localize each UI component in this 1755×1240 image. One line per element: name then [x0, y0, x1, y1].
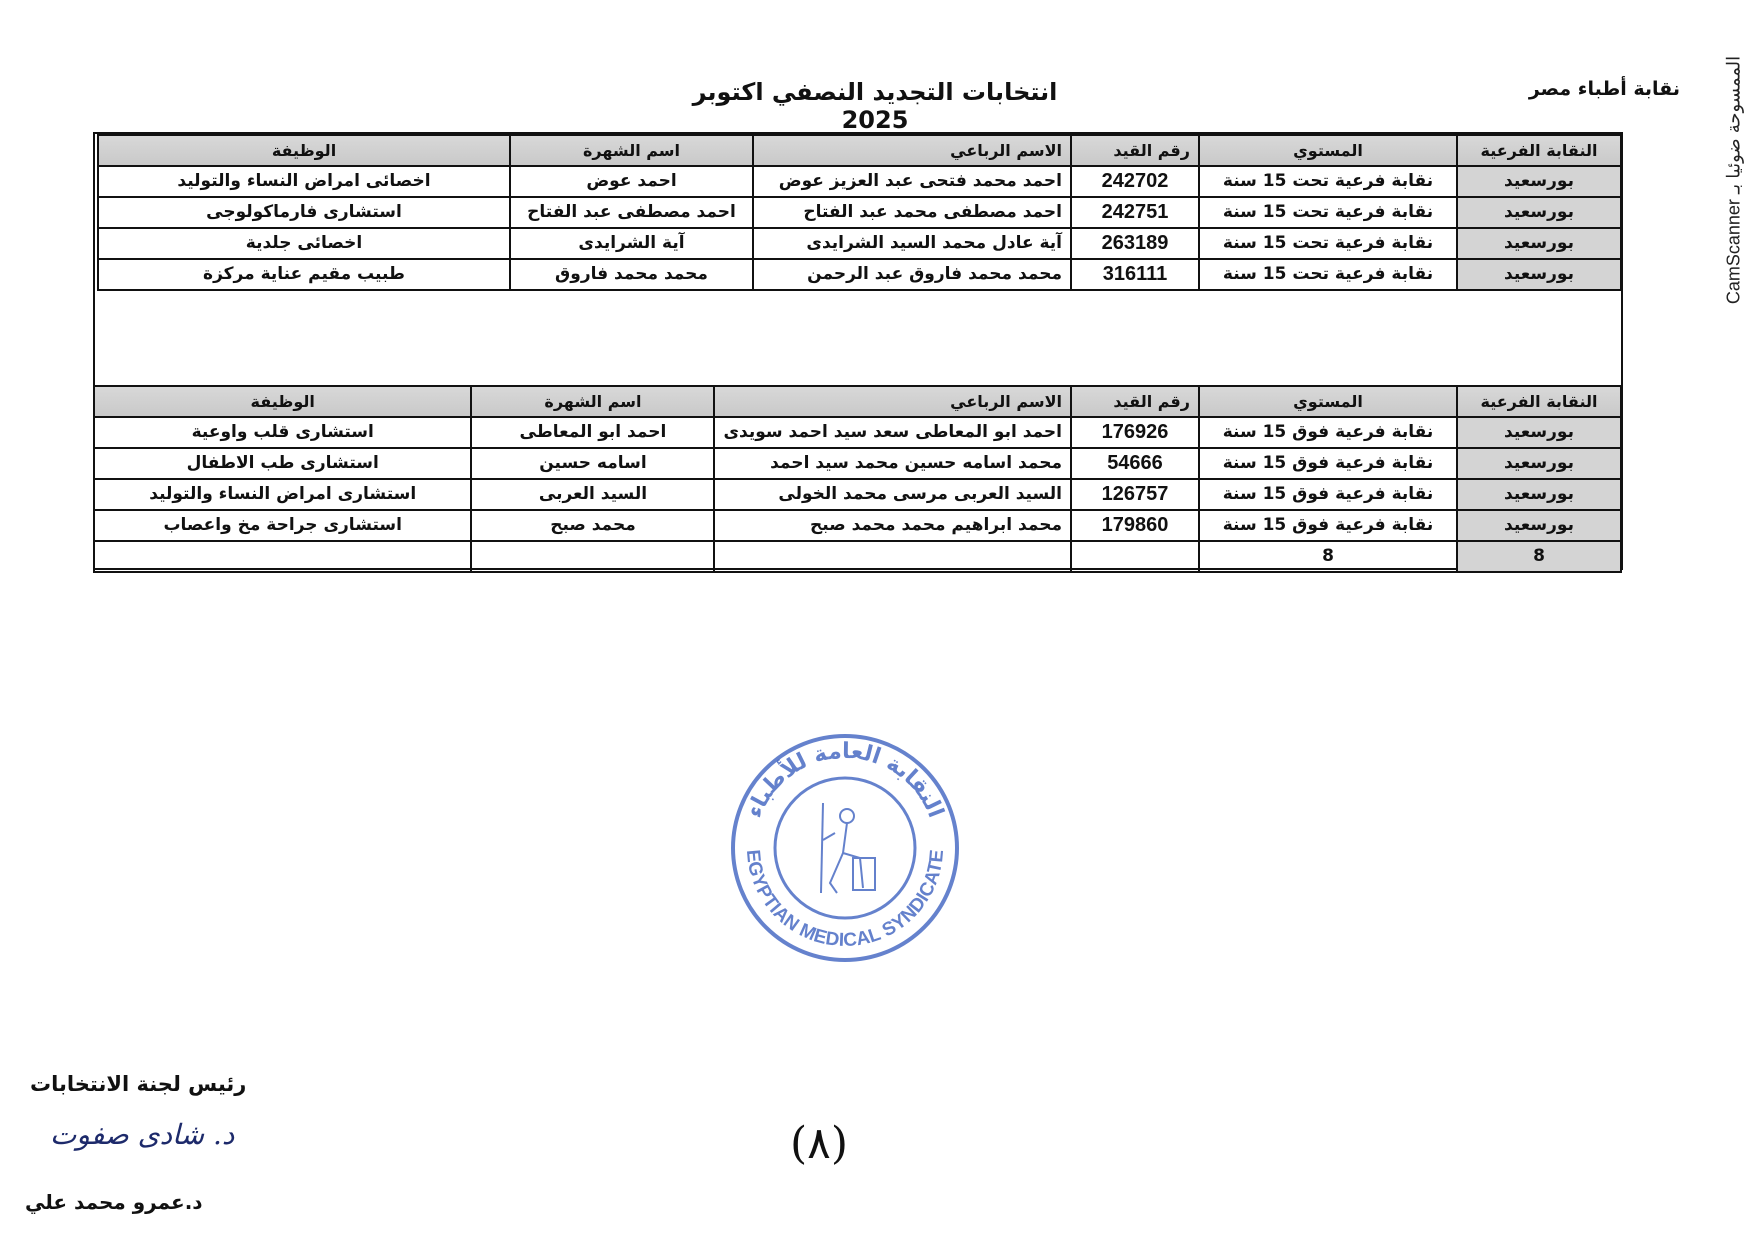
cell-job: اخصائى جلدية: [98, 228, 510, 259]
camscanner-watermark: الممسوحة ضوئيا بـ CamScanner: [1723, 55, 1744, 305]
cell-full-name: محمد محمد فاروق عبد الرحمن: [753, 259, 1071, 290]
cell-job: استشارى امراض النساء والتوليد: [94, 479, 471, 510]
cell-job: استشارى فارماكولوجى: [98, 197, 510, 228]
cell-branch: بورسعيد: [1457, 197, 1621, 228]
table-row: [98, 166, 1621, 197]
cell-branch: بورسعيد: [1457, 259, 1621, 290]
cell-branch: بورسعيد: [1457, 448, 1621, 479]
col-branch: النقابة الفرعية: [1457, 386, 1621, 417]
cell-known-name: احمد عوض: [510, 166, 753, 197]
cell-known-name: احمد مصطفى عبد الفتاح: [510, 197, 753, 228]
table-header-row: [94, 386, 1621, 417]
cell-reg-no: 176926: [1071, 417, 1199, 448]
cell-job: طبيب مقيم عناية مركزة: [98, 259, 510, 290]
col-branch: النقابة الفرعية: [1457, 135, 1621, 166]
organization-name: نقابة أطباء مصر: [1528, 78, 1680, 100]
col-job: الوظيفة: [94, 386, 471, 417]
cell-job: استشارى قلب واوعية: [94, 417, 471, 448]
document-title: انتخابات التجديد النصفي اكتوبر 2025: [692, 78, 1058, 134]
cell-level: نقابة فرعية تحت 15 سنة: [1199, 259, 1457, 290]
candidates-table-over15: [93, 385, 1622, 573]
table-row: [94, 479, 1621, 510]
cell-level: نقابة فرعية فوق 15 سنة: [1199, 448, 1457, 479]
cell-reg-no: 263189: [1071, 228, 1199, 259]
cell-full-name: آية عادل محمد السيد الشرايدى: [753, 228, 1071, 259]
cell-reg-no: 316111: [1071, 259, 1199, 290]
cell-level: نقابة فرعية فوق 15 سنة: [1199, 510, 1457, 541]
svg-text:النقابة العامة للأطباء: النقابة العامة للأطباء: [742, 738, 949, 822]
cell-level: نقابة فرعية فوق 15 سنة: [1199, 479, 1457, 510]
cell-level: نقابة فرعية تحت 15 سنة: [1199, 197, 1457, 228]
cell-total-empty: [714, 541, 1071, 572]
cell-full-name: السيد العربى مرسى محمد الخولى: [714, 479, 1071, 510]
stamp-seal-icon: [725, 728, 965, 968]
cell-branch: بورسعيد: [1457, 228, 1621, 259]
cell-total-empty: [471, 541, 714, 572]
svg-text:EGYPTIAN MEDICAL SYNDICATE: EGYPTIAN MEDICAL SYNDICATE: [741, 848, 949, 952]
syndicate-stamp: [725, 728, 965, 968]
cell-total-branch: 8: [1457, 541, 1621, 572]
col-level: المستوي: [1199, 135, 1457, 166]
col-job: الوظيفة: [98, 135, 510, 166]
table-row: [98, 228, 1621, 259]
cell-level: نقابة فرعية تحت 15 سنة: [1199, 166, 1457, 197]
cell-job: اخصائى امراض النساء والتوليد: [98, 166, 510, 197]
col-level: المستوي: [1199, 386, 1457, 417]
cell-reg-no: 54666: [1071, 448, 1199, 479]
cell-full-name: احمد ابو المعاطى سعد سيد احمد سويدى: [714, 417, 1071, 448]
cell-total-level: 8: [1199, 541, 1457, 572]
cell-known-name: احمد ابو المعاطى: [471, 417, 714, 448]
table-row: [94, 448, 1621, 479]
cell-known-name: محمد صبح: [471, 510, 714, 541]
cell-total-empty: [1071, 541, 1199, 572]
cell-full-name: محمد اسامه حسين محمد سيد احمد: [714, 448, 1071, 479]
table-row: [98, 197, 1621, 228]
cell-job: استشارى طب الاطفال: [94, 448, 471, 479]
cell-job: استشارى جراحة مخ واعصاب: [94, 510, 471, 541]
table-row: [94, 510, 1621, 541]
signatory-name: د.عمرو محمد علي: [25, 1190, 203, 1214]
total-row: [94, 541, 1621, 572]
cell-branch: بورسعيد: [1457, 417, 1621, 448]
signatory-title: رئيس لجنة الانتخابات: [30, 1072, 247, 1096]
cell-known-name: السيد العربى: [471, 479, 714, 510]
cell-full-name: احمد محمد فتحى عبد العزيز عوض: [753, 166, 1071, 197]
col-full-name: الاسم الرباعي: [753, 135, 1071, 166]
cell-reg-no: 179860: [1071, 510, 1199, 541]
col-known-name: اسم الشهرة: [471, 386, 714, 417]
cell-full-name: احمد مصطفى محمد عبد الفتاح: [753, 197, 1071, 228]
cell-total-empty: [94, 541, 471, 572]
cell-known-name: آية الشرايدى: [510, 228, 753, 259]
table-header-row: [98, 135, 1621, 166]
col-full-name: الاسم الرباعي: [714, 386, 1071, 417]
cell-branch: بورسعيد: [1457, 510, 1621, 541]
col-known-name: اسم الشهرة: [510, 135, 753, 166]
cell-known-name: اسامه حسين: [471, 448, 714, 479]
table-row: [94, 417, 1621, 448]
cell-reg-no: 242702: [1071, 166, 1199, 197]
cell-level: نقابة فرعية فوق 15 سنة: [1199, 417, 1457, 448]
table-row: [98, 259, 1621, 290]
page-number: (٨): [790, 1118, 848, 1169]
handwritten-signature: د. شادى صفوت: [50, 1118, 235, 1151]
cell-level: نقابة فرعية تحت 15 سنة: [1199, 228, 1457, 259]
cell-reg-no: 242751: [1071, 197, 1199, 228]
candidates-table-under15: [97, 134, 1622, 291]
cell-known-name: محمد محمد فاروق: [510, 259, 753, 290]
col-reg-no: رقم القيد: [1071, 386, 1199, 417]
cell-full-name: محمد ابراهيم محمد محمد صبح: [714, 510, 1071, 541]
cell-reg-no: 126757: [1071, 479, 1199, 510]
col-reg-no: رقم القيد: [1071, 135, 1199, 166]
cell-branch: بورسعيد: [1457, 166, 1621, 197]
cell-branch: بورسعيد: [1457, 479, 1621, 510]
